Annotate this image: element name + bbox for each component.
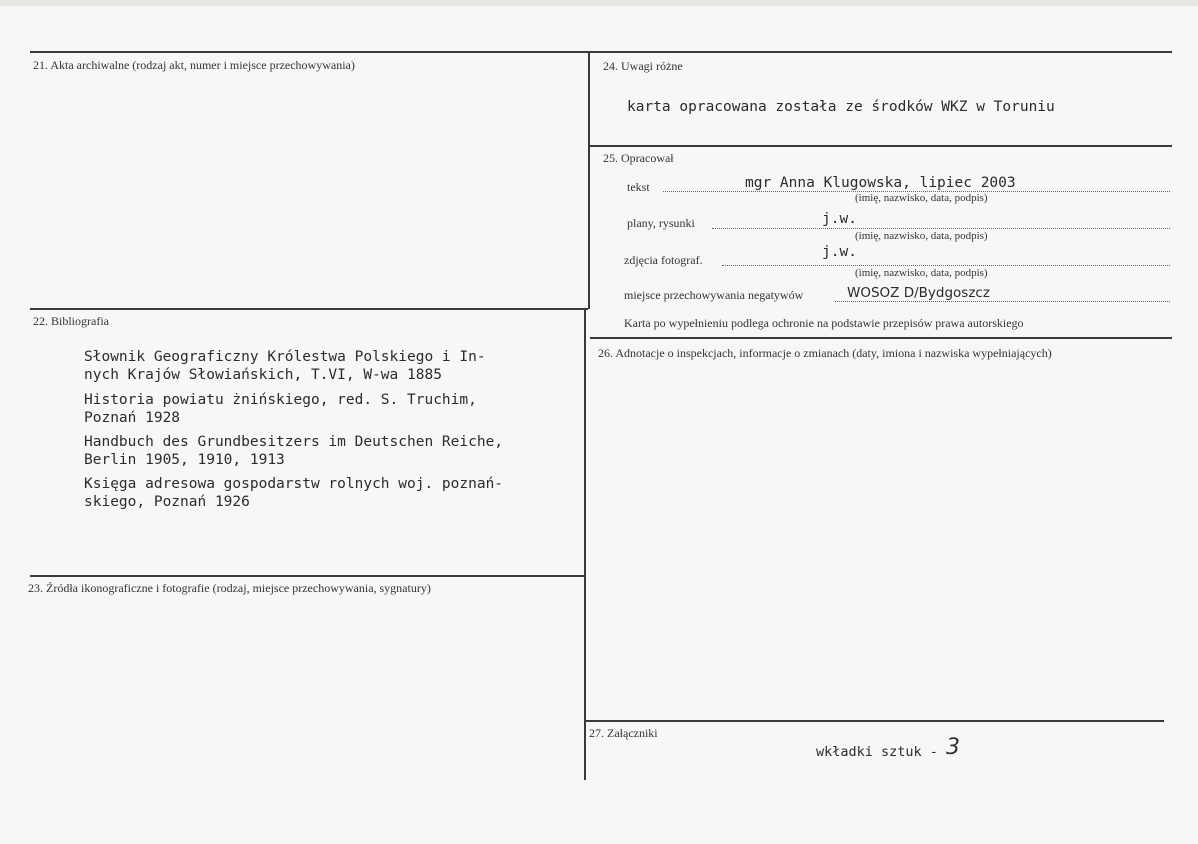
zdjecia-label: zdjęcia fotograf. — [624, 253, 703, 267]
tekst-value: mgr Anna Klugowska, lipiec 2003 — [745, 175, 1016, 191]
rule-25-26 — [590, 337, 1172, 339]
plany-label: plany, rysunki — [627, 216, 695, 230]
negatywy-value: WOSOZ D/Bydgoszcz — [847, 285, 990, 301]
rule-26-27 — [586, 720, 1164, 722]
section-22-label: 22. Bibliografia — [33, 314, 109, 328]
zdjecia-dotted-line — [722, 265, 1170, 266]
bibliography-entry-4-line-1: Księga adresowa gospodarstw rolnych woj. poznań- — [84, 476, 504, 492]
handwritten-count: 3 — [946, 735, 960, 760]
zdjecia-value: j.w. — [822, 244, 857, 260]
bibliography-entry-3-line-2: Berlin 1905, 1910, 1913 — [84, 452, 285, 468]
plany-value: j.w. — [822, 211, 857, 227]
bibliography-entry-1-line-1: Słownik Geograficzny Królestwa Polskiego i In- — [84, 349, 486, 365]
section-27-label: 27. Załączniki — [589, 726, 658, 740]
center-divider-lower — [584, 308, 586, 780]
plany-hint: (imię, nazwisko, data, podpis) — [855, 230, 988, 242]
center-divider-upper — [588, 51, 590, 309]
section-25-label: 25. Opracował — [603, 151, 674, 165]
card-top-edge — [0, 0, 1198, 6]
section-24-label: 24. Uwagi różne — [603, 59, 683, 73]
rule-24-25 — [590, 145, 1172, 147]
rule-22-23 — [30, 575, 586, 577]
section-23-label: 23. Źródła ikonograficzne i fotografie (rodzaj, miejsce przechowywania, sygnatury) — [28, 581, 431, 595]
zdjecia-hint: (imię, nazwisko, data, podpis) — [855, 267, 988, 279]
tekst-label: tekst — [627, 180, 650, 194]
bibliography-entry-1-line-2: nych Krajów Słowiańskich, T.VI, W-wa 1885 — [84, 367, 442, 383]
bibliography-entry-2-line-1: Historia powiatu żnińskiego, red. S. Truchim, — [84, 392, 477, 408]
negatywy-label: miejsce przechowywania negatywów — [624, 288, 804, 302]
copyright-note: Karta po wypełnieniu podlega ochronie na podstawie przepisów prawa autorskiego — [624, 316, 1024, 330]
plany-dotted-line — [712, 228, 1170, 229]
section-26-label: 26. Adnotacje o inspekcjach, informacje o zmianach (daty, imiona i nazwiska wypełniających) — [598, 346, 1052, 360]
bibliography-entry-3-line-1: Handbuch des Grundbesitzers im Deutschen Reiche, — [84, 434, 504, 450]
bibliography-entry-2-line-2: Poznań 1928 — [84, 410, 181, 426]
section-24-value: karta opracowana została ze środków WKZ w Toruniu — [627, 99, 1055, 115]
rule-21-22 — [30, 308, 588, 310]
tekst-hint: (imię, nazwisko, data, podpis) — [855, 192, 988, 204]
section-27-value: wkładki sztuk - — [816, 744, 938, 760]
bibliography-entry-4-line-2: skiego, Poznań 1926 — [84, 494, 250, 510]
top-rule — [30, 51, 1172, 53]
section-21-label: 21. Akta archiwalne (rodzaj akt, numer i miejsce przechowywania) — [33, 58, 355, 72]
